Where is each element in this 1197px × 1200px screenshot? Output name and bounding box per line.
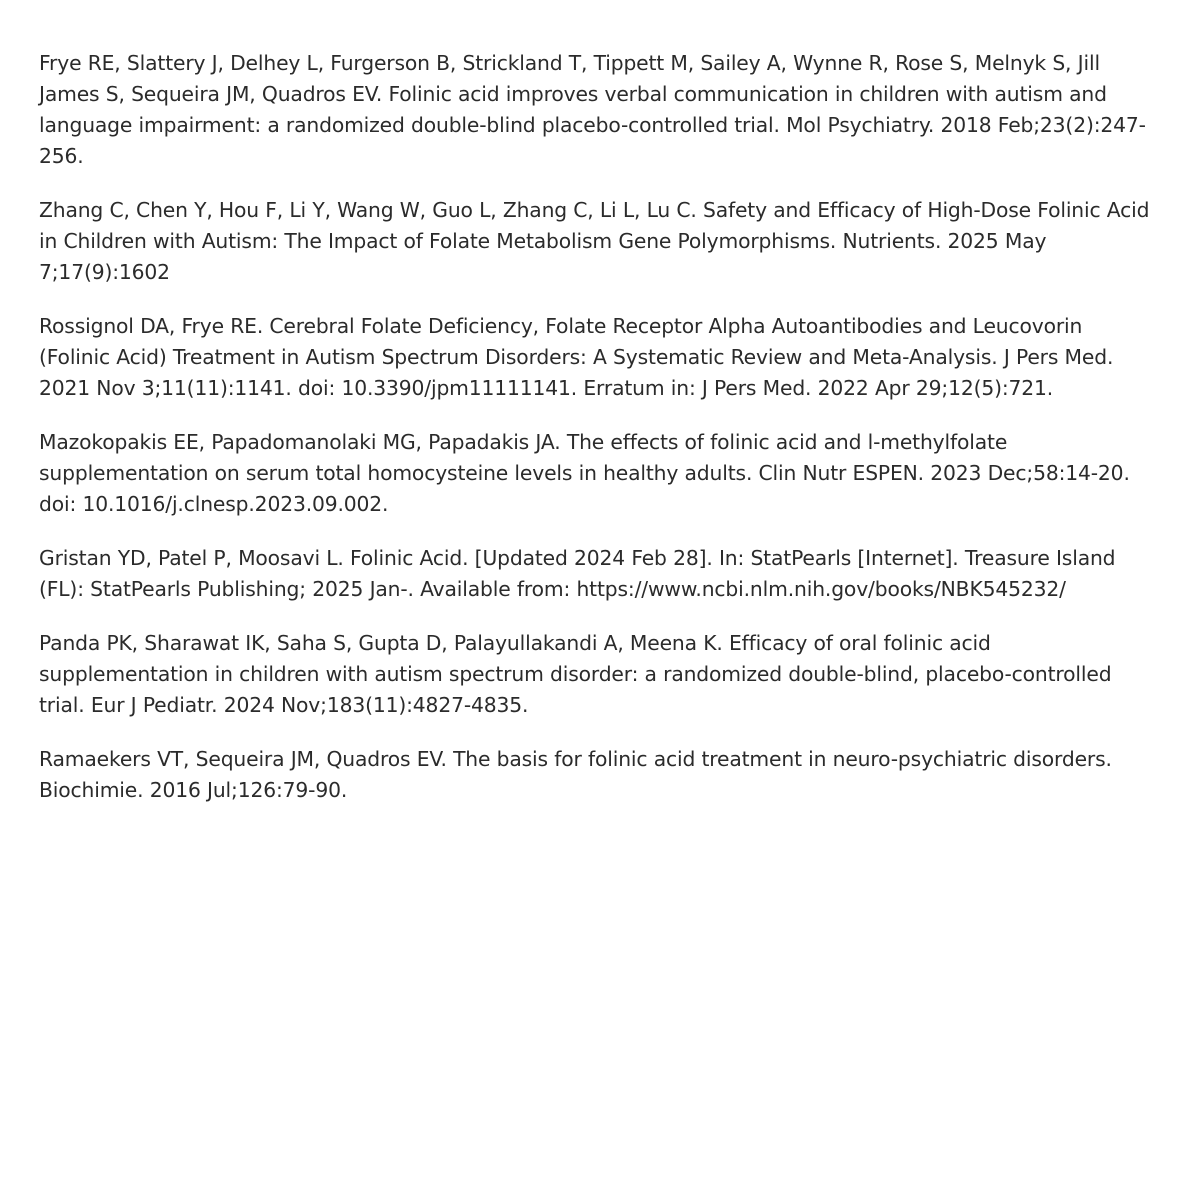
reference-item: Zhang C, Chen Y, Hou F, Li Y, Wang W, Guo L, Zhang C, Li L, Lu C. Safety and Efficacy of High-Dose Folinic Acid in Children with Autism: The Impact of Folate Metabolism Gene Polymorphisms. Nutrients. 2025 May 7;17(9):1602: [39, 198, 1150, 284]
reference-item: Ramaekers VT, Sequeira JM, Quadros EV. The basis for folinic acid treatment in neuro-psychiatric disorders. Biochimie. 2016 Jul;126:79-90.: [39, 747, 1112, 802]
reference-list: [39, 48, 1159, 829]
reference-item: Rossignol DA, Frye RE. Cerebral Folate Deficiency, Folate Receptor Alpha Autoantibodies and Leucovorin (Folinic Acid) Treatment in Autism Spectrum Disorders: A Systematic Review and Meta-Analysis. J Pers Med. 2021 Nov 3;11(11):1141. doi: 10.3390/jpm11111141. Erratum in: J Pers Med. 2022 Apr 29;12(5):721.: [39, 314, 1114, 400]
reference-item: Frye RE, Slattery J, Delhey L, Furgerson B, Strickland T, Tippett M, Sailey A, Wynne R, Rose S, Melnyk S, Jill James S, Sequeira JM, Quadros EV. Folinic acid improves verbal communication in children with autism and language impairment: a randomized double-blind placebo-controlled trial. Mol Psychiatry. 2018 Feb;23(2):247-256.: [39, 51, 1146, 168]
reference-item: Gristan YD, Patel P, Moosavi L. Folinic Acid. [Updated 2024 Feb 28]. In: StatPearls [Internet]. Treasure Island (FL): StatPearls Publishing; 2025 Jan-. Available from: https://www.ncbi.nlm.nih.gov/books/NBK545232/: [39, 546, 1116, 601]
reference-item: Mazokopakis EE, Papadomanolaki MG, Papadakis JA. The effects of folinic acid and l-methylfolate supplementation on serum total homocysteine levels in healthy adults. Clin Nutr ESPEN. 2023 Dec;58:14-20. doi: 10.1016/j.clnesp.2023.09.002.: [39, 430, 1130, 516]
reference-item: Panda PK, Sharawat IK, Saha S, Gupta D, Palayullakandi A, Meena K. Efficacy of oral folinic acid supplementation in children with autism spectrum disorder: a randomized double-blind, placebo-controlled trial. Eur J Pediatr. 2024 Nov;183(11):4827-4835.: [39, 631, 1112, 717]
